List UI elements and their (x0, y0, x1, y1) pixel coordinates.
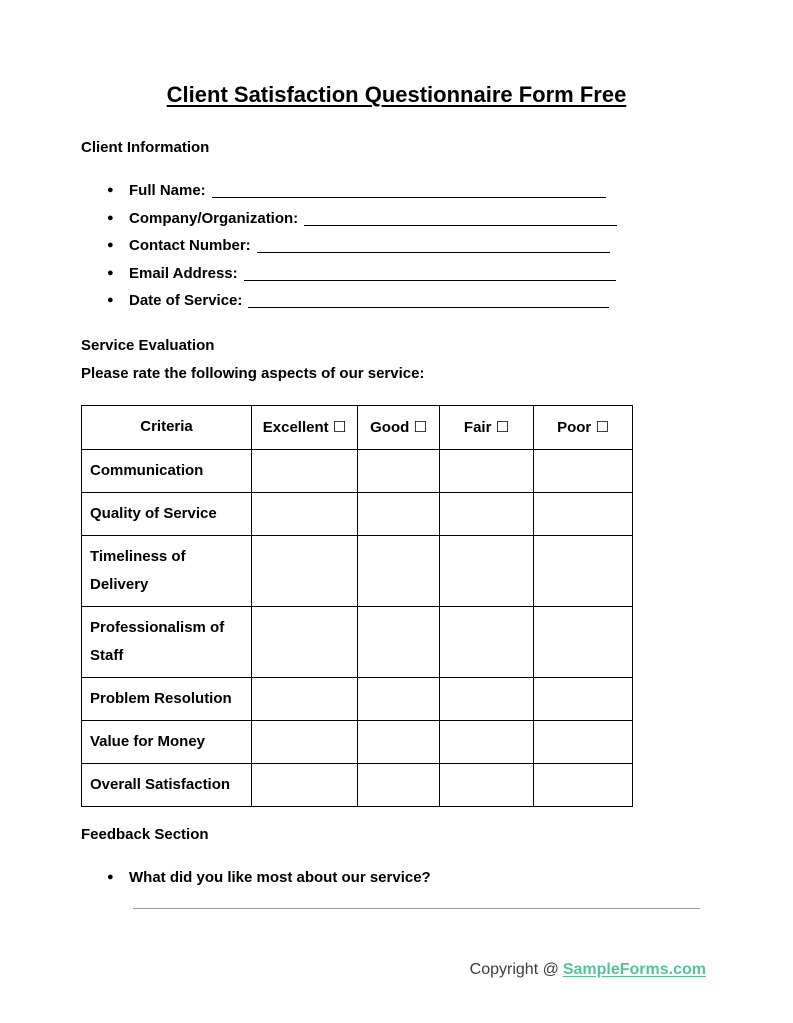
rating-cell-fair[interactable] (440, 763, 534, 806)
field-label: Contact Number: (129, 237, 251, 254)
rating-instruction: Please rate the following aspects of our service: (81, 364, 425, 382)
criteria-label: Value for Money (82, 720, 252, 763)
field-full-name (81, 177, 712, 205)
feedback-question-list (81, 864, 712, 892)
email-address-blank-line[interactable] (244, 267, 616, 281)
field-label: Email Address: (129, 264, 238, 282)
rating-cell-poor[interactable] (534, 763, 633, 806)
table-row-quality-of-service (82, 492, 633, 535)
table-row-professionalism-of-staff (82, 606, 633, 677)
rating-cell-fair[interactable] (440, 535, 534, 606)
column-header-label: Poor (557, 418, 592, 436)
client-information-list (81, 177, 712, 315)
column-header-label: Excellent (262, 418, 329, 436)
section-heading-feedback: Feedback Section (81, 825, 209, 843)
table-row-timeliness-of-delivery (82, 535, 633, 606)
field-contact-number (81, 232, 712, 260)
rating-cell-fair[interactable] (440, 677, 534, 720)
field-label: Company/Organization: (129, 209, 299, 227)
rating-cell-excellent[interactable] (252, 677, 358, 720)
section-heading-client-information: Client Information (81, 139, 210, 156)
column-header-excellent (252, 405, 358, 449)
checkbox-icon[interactable]: ☐ (495, 417, 510, 436)
criteria-label: Communication (82, 449, 252, 492)
rating-cell-poor[interactable] (534, 492, 633, 535)
rating-cell-fair[interactable] (440, 606, 534, 677)
field-label: Date of Service: (129, 292, 243, 309)
column-header-poor (534, 405, 633, 449)
contact-number-blank-line[interactable] (257, 239, 610, 253)
rating-cell-excellent[interactable] (252, 535, 358, 606)
rating-cell-fair[interactable] (440, 449, 534, 492)
rating-cell-excellent[interactable] (252, 720, 358, 763)
rating-cell-poor[interactable] (534, 535, 633, 606)
rating-cell-poor[interactable] (534, 677, 633, 720)
feedback-question (81, 864, 712, 892)
rating-cell-good[interactable] (358, 606, 440, 677)
question-label: What did you like most about our service? (129, 868, 431, 886)
rating-cell-good[interactable] (358, 763, 440, 806)
rating-cell-poor[interactable] (534, 720, 633, 763)
rating-cell-excellent[interactable] (252, 763, 358, 806)
field-email-address (81, 260, 712, 288)
full-name-blank-line[interactable] (212, 184, 606, 198)
criteria-label: Overall Satisfaction (82, 763, 252, 806)
rating-cell-fair[interactable] (440, 492, 534, 535)
checkbox-icon[interactable]: ☐ (595, 417, 609, 436)
page-title: Client Satisfaction Questionnaire Form Free (166, 82, 627, 107)
checkbox-icon[interactable]: ☐ (413, 417, 427, 436)
sampleforms-link[interactable]: SampleForms.com (562, 961, 706, 978)
rating-cell-excellent[interactable] (252, 606, 358, 677)
answer-blank-line[interactable] (133, 908, 700, 909)
criteria-label: Professionalism of Staff (82, 606, 252, 677)
footer (470, 959, 706, 981)
table-row-communication (82, 449, 633, 492)
table-row-problem-resolution (82, 677, 633, 720)
table-row-overall-satisfaction (82, 763, 633, 806)
field-company-organization (81, 205, 712, 233)
rating-cell-excellent[interactable] (252, 492, 358, 535)
rating-cell-good[interactable] (358, 535, 440, 606)
field-date-of-service (81, 287, 712, 315)
rating-cell-good[interactable] (358, 449, 440, 492)
rating-table (81, 405, 633, 807)
field-label: Full Name: (129, 182, 206, 199)
company-organization-blank-line[interactable] (304, 212, 617, 226)
criteria-label: Problem Resolution (82, 677, 252, 720)
table-row-value-for-money (82, 720, 633, 763)
section-heading-service-evaluation: Service Evaluation (81, 336, 215, 354)
rating-cell-excellent[interactable] (252, 449, 358, 492)
rating-table-header-row (82, 405, 633, 449)
column-header-label: Fair (463, 418, 492, 436)
column-header-good (358, 405, 440, 449)
column-header-label: Good (370, 418, 410, 436)
rating-cell-fair[interactable] (440, 720, 534, 763)
rating-cell-poor[interactable] (534, 606, 633, 677)
copyright-text: Copyright @ (469, 961, 559, 978)
rating-cell-poor[interactable] (534, 449, 633, 492)
rating-cell-good[interactable] (358, 720, 440, 763)
rating-cell-good[interactable] (358, 492, 440, 535)
date-of-service-blank-line[interactable] (248, 294, 609, 308)
column-header-fair (440, 405, 534, 449)
rating-cell-good[interactable] (358, 677, 440, 720)
checkbox-icon[interactable]: ☐ (332, 417, 347, 436)
criteria-label: Quality of Service (82, 492, 252, 535)
criteria-label: Timeliness of Delivery (82, 535, 252, 606)
column-header-criteria: Criteria (82, 405, 252, 449)
